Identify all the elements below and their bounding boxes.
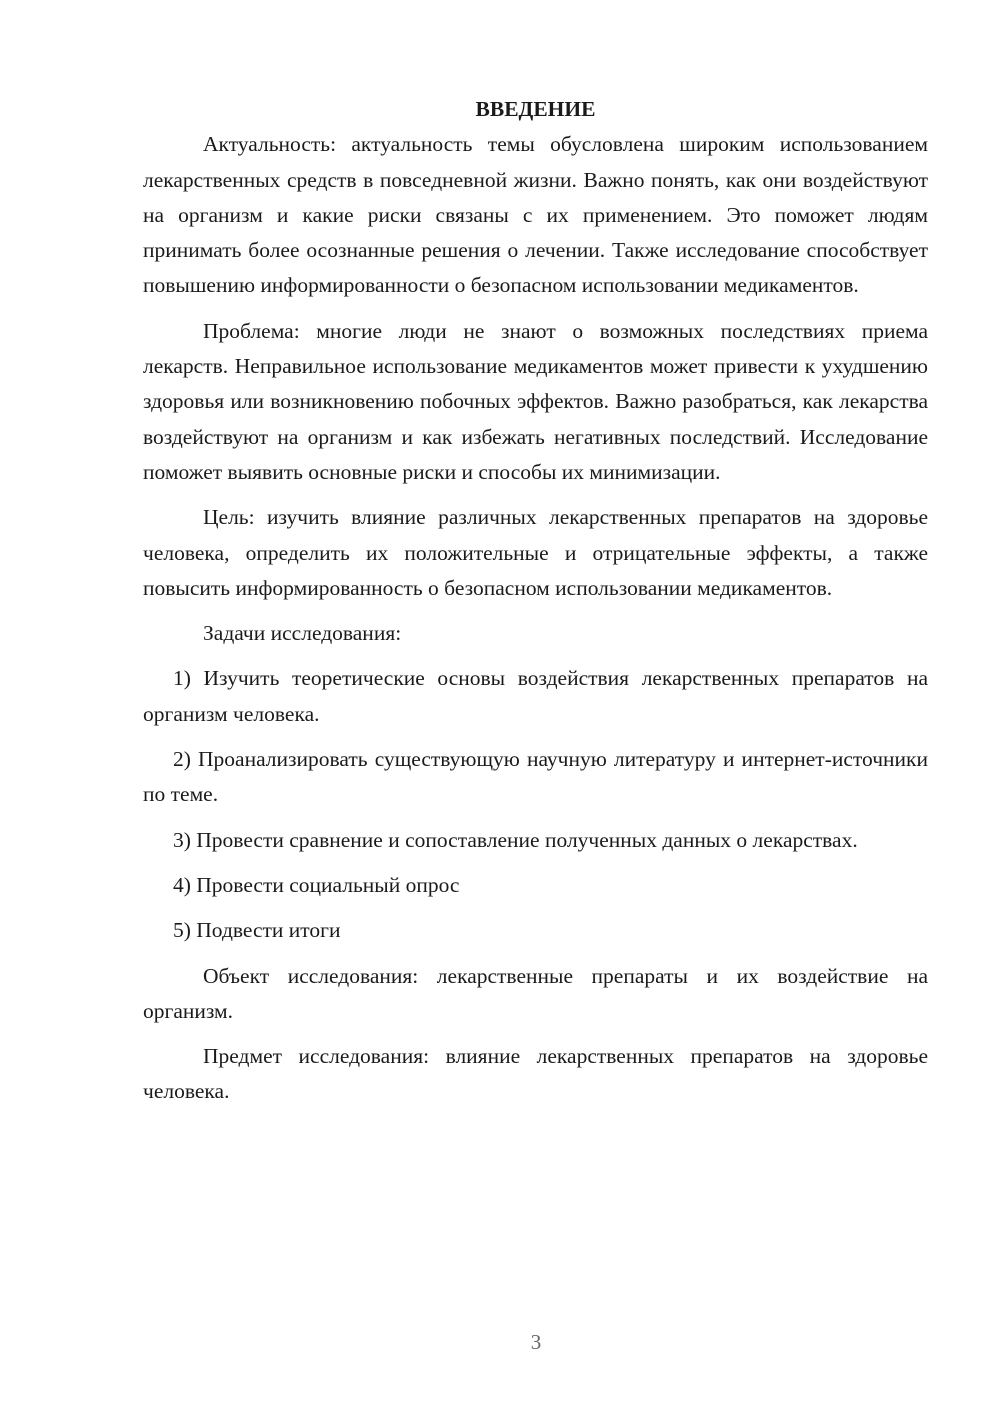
tasks-heading: Задачи исследования: [203,621,402,646]
page-number: 3 [530,1330,542,1354]
task-item-5: 5) Подвести итоги [173,918,341,943]
paragraph-goal: Цель: изучить влияние различных лекарственных препаратов на здоровье человека, определить их положительные и отрицательные эффекты, а также повысить информированность о безопасном использовании медикаментов. [143,505,928,600]
paragraph-problem: Проблема: многие люди не знают о возможных последствиях приема лекарств. Неправильное использование медикаментов может привести к ухудшению здоровья или возникновению побочных эффектов. Важно разобраться, как лекарства воздействуют на организм и как избежать негативных последствий. Исследование поможет выявить основные риски и способы их минимизации. [143,318,928,484]
paragraph-object: Объект исследования: лекарственные препараты и их воздействие на организм. [143,963,928,1023]
document-page [143,92,928,1120]
task-item-4: 4) Провести социальный опрос [173,872,460,897]
paragraph-subject: Предмет исследования: влияние лекарственных препаратов на здоровье человека. [143,1044,928,1104]
paragraph-relevance: Актуальность: актуальность темы обусловлена широким использованием лекарственных средств в повседневной жизни. Важно понять, как они воздействуют на организм и какие риски связаны с их применением. Это поможет людям принимать более осознанные решения о лечении. Также исследование способствует повышению информированности о безопасном использовании медикаментов. [143,132,928,298]
task-item-1: 1) Изучить теоретические основы воздействия лекарственных препаратов на организм человека. [143,666,928,726]
page-title: ВВЕДЕНИЕ [475,97,596,121]
task-item-2: 2) Проанализировать существующую научную литературу и интернет-источники по теме. [143,747,928,807]
task-item-3: 3) Провести сравнение и сопоставление полученных данных о лекарствах. [173,827,858,852]
